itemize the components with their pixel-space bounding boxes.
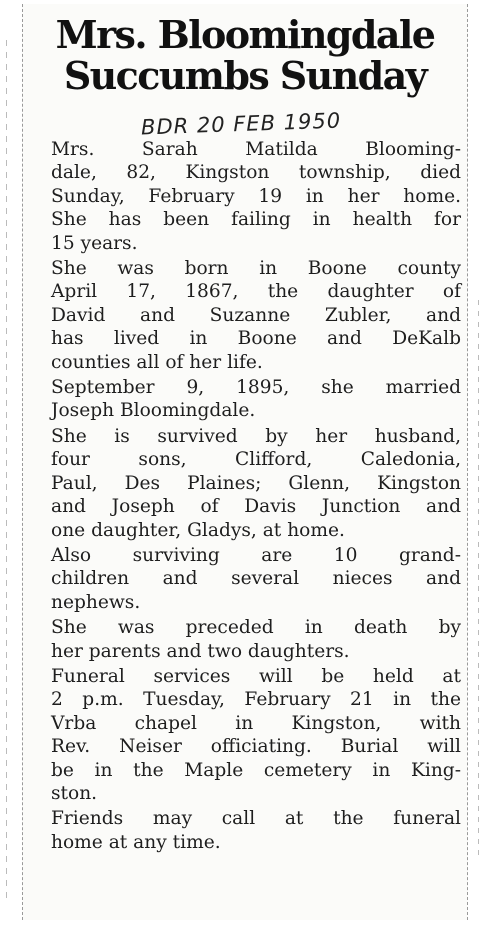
scan-edge-left	[6, 40, 7, 900]
text-line: home at any time.	[51, 831, 221, 853]
text-line: David and Suzanne Zubler, and	[51, 304, 461, 326]
text-line: dale, 82, Kingston township, died	[51, 162, 461, 184]
text-line: Mrs. Sarah Matilda Blooming-	[51, 139, 461, 160]
text-line: nephews.	[51, 591, 141, 613]
paragraph-1	[29, 138, 461, 255]
text-line: Funeral services will be held at	[51, 665, 461, 687]
scan-edge-right	[478, 300, 479, 860]
paragraph-6	[29, 616, 461, 663]
text-line: one daughter, Gladys, at home.	[51, 519, 345, 541]
text-line: Paul, Des Plaines; Glenn, Kingston	[51, 472, 461, 494]
text-line: be in the Maple cemetery in King-	[51, 759, 461, 781]
text-line: 2 p.m. Tuesday, February 21 in the	[51, 689, 461, 711]
text-line: Also surviving are 10 grand-	[51, 544, 461, 566]
text-line: Vrba chapel in Kingston, with	[51, 712, 461, 734]
text-line: four sons, Clifford, Caledonia,	[51, 449, 461, 471]
text-line: ston.	[51, 782, 98, 804]
paragraph-2	[29, 257, 461, 374]
paragraph-5	[29, 544, 461, 614]
text-line: her parents and two daughters.	[51, 640, 350, 662]
handwritten-date-note: BDR 20 FEB 1950	[140, 108, 342, 140]
text-line: counties all of her life.	[51, 351, 263, 373]
headline-line-1: Mrs. Bloomingdale	[55, 12, 435, 57]
article-body	[29, 138, 461, 856]
text-line: Sunday, February 19 in her home.	[51, 185, 461, 207]
paragraph-8	[29, 807, 461, 854]
text-line: April 17, 1867, the daughter of	[51, 281, 461, 303]
text-line: 15 years.	[51, 232, 138, 254]
text-line: has lived in Boone and DeKalb	[51, 328, 461, 350]
paragraph-4	[29, 425, 461, 542]
paragraph-7	[29, 665, 461, 805]
headline	[23, 14, 467, 96]
text-line: Friends may call at the funeral	[51, 808, 461, 830]
newspaper-clipping	[22, 4, 468, 920]
headline-line-2: Succumbs Sunday	[63, 53, 427, 98]
text-line: She was born in Boone county	[51, 258, 461, 280]
paragraph-3	[29, 376, 461, 423]
text-line: September 9, 1895, she married	[51, 377, 461, 399]
text-line: Rev. Neiser officiating. Burial will	[51, 736, 461, 758]
text-line: Joseph Bloomingdale.	[51, 400, 256, 422]
text-line: She was preceded in death by	[51, 617, 461, 639]
text-line: children and several nieces and	[51, 568, 461, 590]
text-line: and Joseph of Davis Junction and	[51, 496, 461, 518]
text-line: She is survived by her husband,	[51, 425, 461, 447]
text-line: She has been failing in health for	[51, 209, 461, 231]
